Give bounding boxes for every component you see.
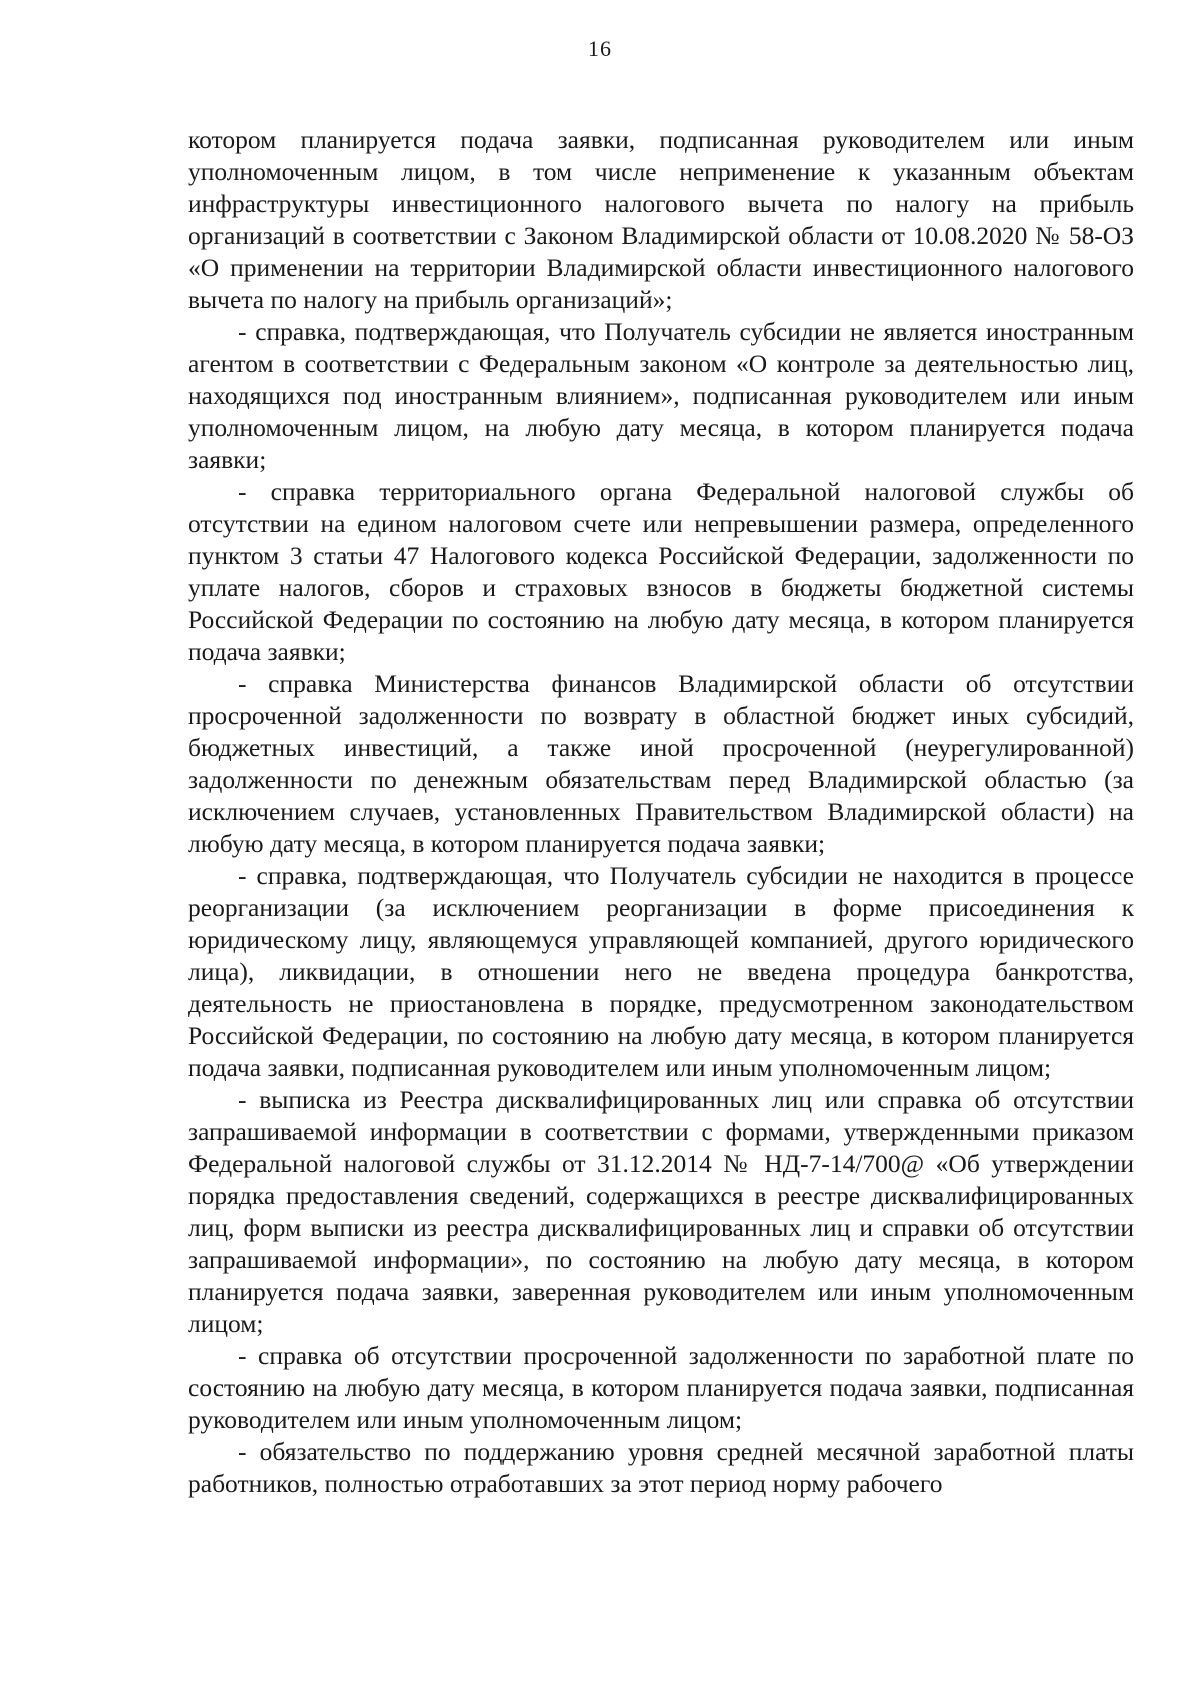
list-item-salary-arrears-certificate: - справка об отсутствии просроченной задолженности по заработной плате по состоянию на любую дату месяца, в котором планируется подача заявки, подписанная руководителем или иным уполномоченным лицом; (188, 1341, 1134, 1434)
list-item-disqualified-registry-extract: - выписка из Реестра дисквалифицированных лиц или справка об отсутствии запрашиваемой информации в соответствии с формами, утвержденными приказом Федеральной налоговой службы от 31.12.2014 № НД-7-14/700@ «Об утверждении порядка предоставления сведений, содержащихся в реестре дисквалифицированных лиц, форм выписки из реестра дисквалифицированных лиц и справки об отсутствии запрашиваемой информации», по состоянию на любую дату месяца, в котором планируется подача заявки, заверенная руководителем или иным уполномоченным лицом; (188, 1085, 1134, 1338)
list-item-finance-ministry-certificate: - справка Министерства финансов Владимирской области об отсутствии просроченной задолженности по возврату в областной бюджет иных субсидий, бюджетных инвестиций, а также иной просроченной (неурегулированной) задолженности по денежным обязательствам перед Владимирской областью (за исключением случаев, установленных Правительством Владимирской области) на любую дату месяца, в котором планируется подача заявки; (188, 669, 1134, 858)
list-item-reorganization-certificate: - справка, подтверждающая, что Получатель субсидии не находится в процессе реорганизации (за исключением реорганизации в форме присоединения к юридическому лицу, являющемуся управляющей компанией, другого юридического лица), ликвидации, в отношении него не введена процедура банкротства, деятельность не приостановлена в порядке, предусмотренном законодательством Российской Федерации, по состоянию на любую дату месяца, в котором планируется подача заявки, подписанная руководителем или иным уполномоченным лицом; (188, 861, 1134, 1082)
list-item-salary-level-obligation: - обязательство по поддержанию уровня средней месячной заработной платы работников, полностью отработавших за этот период норму рабочего (188, 1437, 1134, 1498)
document-body (188, 124, 1134, 1500)
list-item-foreign-agent-certificate: - справка, подтверждающая, что Получатель субсидии не является иностранным агентом в соответствии с Федеральным законом «О контроле за деятельностью лиц, находящихся под иностранным влиянием», подписанная руководителем или иным уполномоченным лицом, на любую дату месяца, в котором планируется подача заявки; (188, 317, 1134, 474)
page-number: 16 (588, 36, 612, 61)
list-item-tax-service-certificate: - справка территориального органа Федеральной налоговой службы об отсутствии на едином налоговом счете или непревышении размера, определенного пунктом 3 статьи 47 Налогового кодекса Российской Федерации, задолженности по уплате налогов, сборов и страховых взносов в бюджеты бюджетной системы Российской Федерации по состоянию на любую дату месяца, в котором планируется подача заявки; (188, 477, 1134, 666)
paragraph-continuation: котором планируется подача заявки, подписанная руководителем или иным уполномоченным лицом, в том числе неприменение к указанным объектам инфраструктуры инвестиционного налогового вычета по налогу на прибыль организаций в соответствии с Законом Владимирской области от 10.08.2020 № 58-ОЗ «О применении на территории Владимирской области инвестиционного налогового вычета по налогу на прибыль организаций»; (188, 125, 1134, 314)
